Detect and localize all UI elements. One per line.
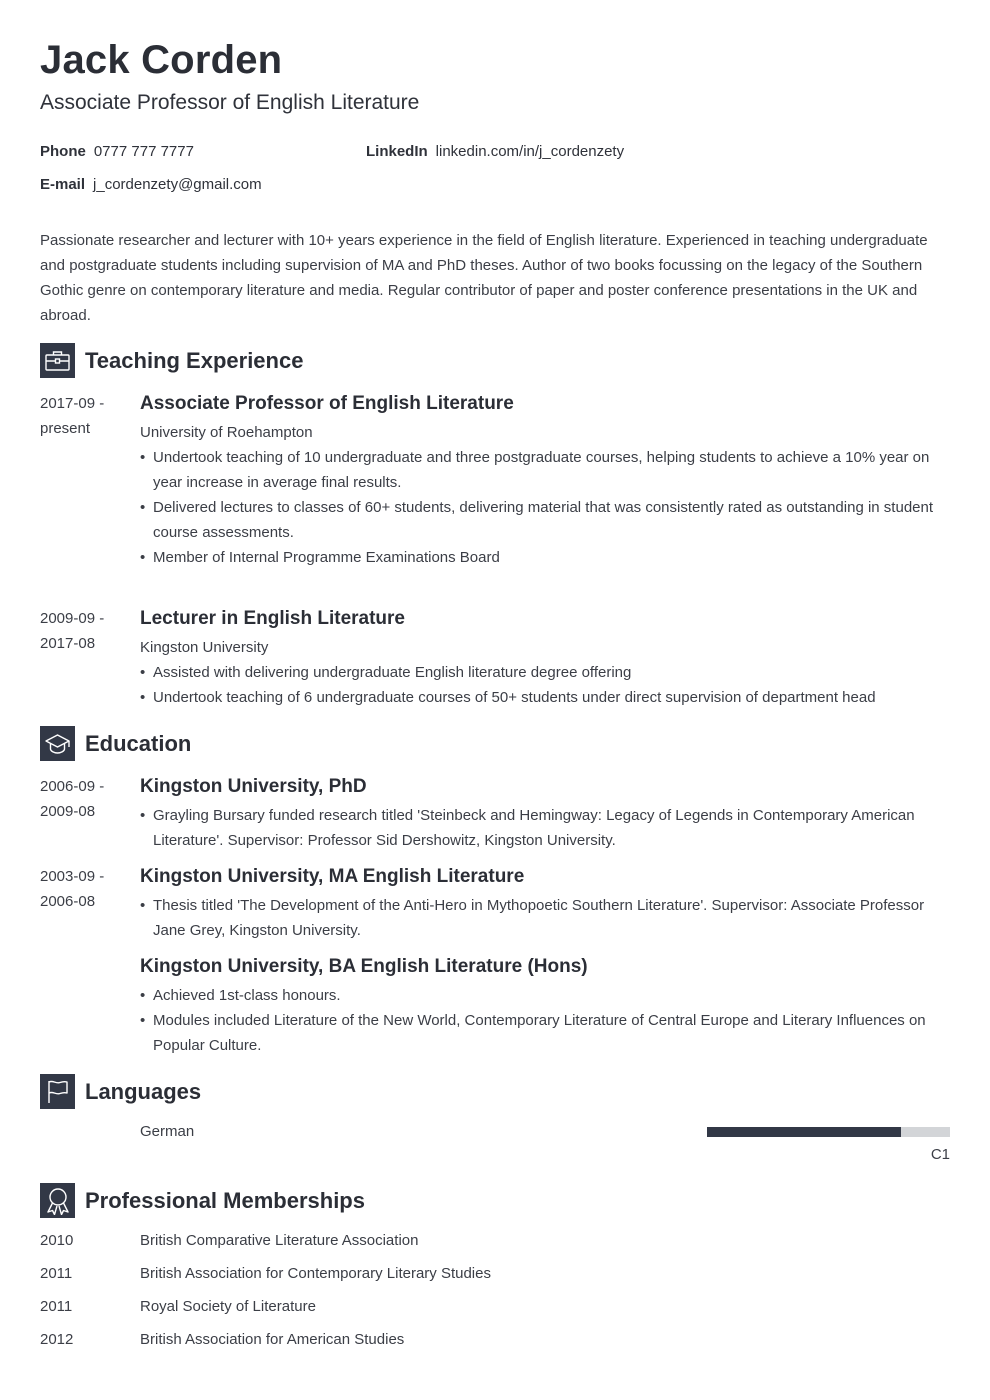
membership-name: British Association for American Studies xyxy=(140,1331,405,1348)
phone-value: 0777 777 7777 xyxy=(93,143,194,160)
job-date xyxy=(40,391,130,441)
education-bullet: • Grayling Bursary funded research titled 'Steinbeck and Hemingway: Legacy of Legends in Contemporary American Literature'. Supervisor: Professor Sid Dershowitz, Kingston University. xyxy=(140,803,950,853)
job-bullets xyxy=(140,660,950,710)
phone-label: Phone xyxy=(40,143,86,160)
job-bullet: • Assisted with delivering undergraduate English literature degree offering xyxy=(140,660,950,685)
candidate-name: Jack Corden xyxy=(40,38,283,82)
language-proficiency-bar xyxy=(707,1127,950,1137)
section-education-header xyxy=(40,726,191,761)
education-date xyxy=(40,774,130,824)
section-memberships-header xyxy=(40,1183,365,1218)
job-bullet: • Undertook teaching of 6 undergraduate courses of 50+ students under direct supervision of department head xyxy=(140,685,950,710)
education-date-end: 2009-08 xyxy=(40,803,96,820)
candidate-title: Associate Professor of English Literature xyxy=(40,91,420,114)
education-degree: Kingston University, PhD xyxy=(140,776,367,797)
education-bullet: • Thesis titled 'The Development of the Anti-Hero in Mythopoetic Southern Literature'. Supervisor: Associate Professor Jane Grey, Kingston University. xyxy=(140,893,950,943)
education-bullet: • Modules included Literature of the New World, Contemporary Literature of Central Europe and Literary Influences on Popular Culture. xyxy=(140,1008,950,1058)
education-bullets xyxy=(140,803,950,853)
membership-year: 2011 xyxy=(40,1298,73,1315)
job-date-start: 2009-09 - xyxy=(40,610,105,627)
section-teaching-header xyxy=(40,343,303,378)
job-bullets xyxy=(140,445,950,570)
briefcase-icon xyxy=(40,343,75,378)
education-date-start: 2006-09 - xyxy=(40,778,105,795)
contact-phone xyxy=(40,143,194,160)
section-teaching-title: Teaching Experience xyxy=(85,347,304,373)
education-bullets xyxy=(140,983,950,1058)
language-proficiency-fill xyxy=(707,1127,901,1137)
education-entry xyxy=(140,954,950,1058)
job-role: Associate Professor of English Literature xyxy=(140,393,514,414)
job-date xyxy=(40,606,130,656)
award-ribbon-icon xyxy=(40,1183,75,1218)
education-entry xyxy=(140,774,950,853)
linkedin-value[interactable]: linkedin.com/in/j_cordenzety xyxy=(435,143,625,160)
job-organization: Kingston University xyxy=(140,639,269,656)
education-date xyxy=(40,864,130,914)
graduation-cap-icon xyxy=(40,726,75,761)
membership-year: 2011 xyxy=(40,1265,73,1282)
contact-email xyxy=(40,176,262,193)
contact-linkedin xyxy=(366,143,624,160)
email-label: E-mail xyxy=(40,176,86,193)
education-date-start: 2003-09 - xyxy=(40,868,105,885)
education-bullet: • Achieved 1st-class honours. xyxy=(140,983,950,1008)
profile-summary: Passionate researcher and lecturer with 10+ years experience in the field of English literature. Experienced in teaching undergraduate and postgraduate students including supervision of MA and PhD theses. Author of two books focussing on the legacy of the Southern Gothic genre on contemporary literature and media. Regular contributor of paper and poster conference presentations in the UK and abroad. xyxy=(40,232,928,324)
job-bullet: • Member of Internal Programme Examinations Board xyxy=(140,545,950,570)
job-date-end: present xyxy=(40,420,91,437)
membership-name: British Association for Contemporary Literary Studies xyxy=(140,1265,491,1282)
section-languages-title: Languages xyxy=(85,1078,202,1104)
membership-name: British Comparative Literature Association xyxy=(140,1232,419,1249)
language-name: German xyxy=(140,1123,195,1140)
section-memberships-title: Professional Memberships xyxy=(85,1187,365,1213)
job-date-end: 2017-08 xyxy=(40,635,96,652)
education-degree: Kingston University, MA English Literature xyxy=(140,866,525,887)
job-organization: University of Roehampton xyxy=(140,424,313,441)
membership-year: 2012 xyxy=(40,1331,74,1348)
education-entry xyxy=(140,864,950,943)
job-bullet: • Undertook teaching of 10 undergraduate and three postgraduate courses, helping students to achieve a 10% year on year increase in average final results. xyxy=(140,445,950,495)
job-entry xyxy=(140,391,950,570)
section-languages-header xyxy=(40,1074,201,1109)
education-date-end: 2006-08 xyxy=(40,893,96,910)
membership-year: 2010 xyxy=(40,1232,74,1249)
section-education-title: Education xyxy=(85,730,192,756)
job-bullet: • Delivered lectures to classes of 60+ students, delivering material that was consistently rated as outstanding in student course assessments. xyxy=(140,495,950,545)
job-entry xyxy=(140,606,950,710)
language-level: C1 xyxy=(930,1146,950,1163)
job-date-start: 2017-09 - xyxy=(40,395,105,412)
job-role: Lecturer in English Literature xyxy=(140,608,405,629)
linkedin-label: LinkedIn xyxy=(366,143,428,160)
education-bullets xyxy=(140,893,950,943)
education-degree: Kingston University, BA English Literature (Hons) xyxy=(140,956,588,977)
flag-icon xyxy=(40,1074,75,1109)
membership-name: Royal Society of Literature xyxy=(140,1298,316,1315)
email-value[interactable]: j_cordenzety@gmail.com xyxy=(93,176,262,193)
